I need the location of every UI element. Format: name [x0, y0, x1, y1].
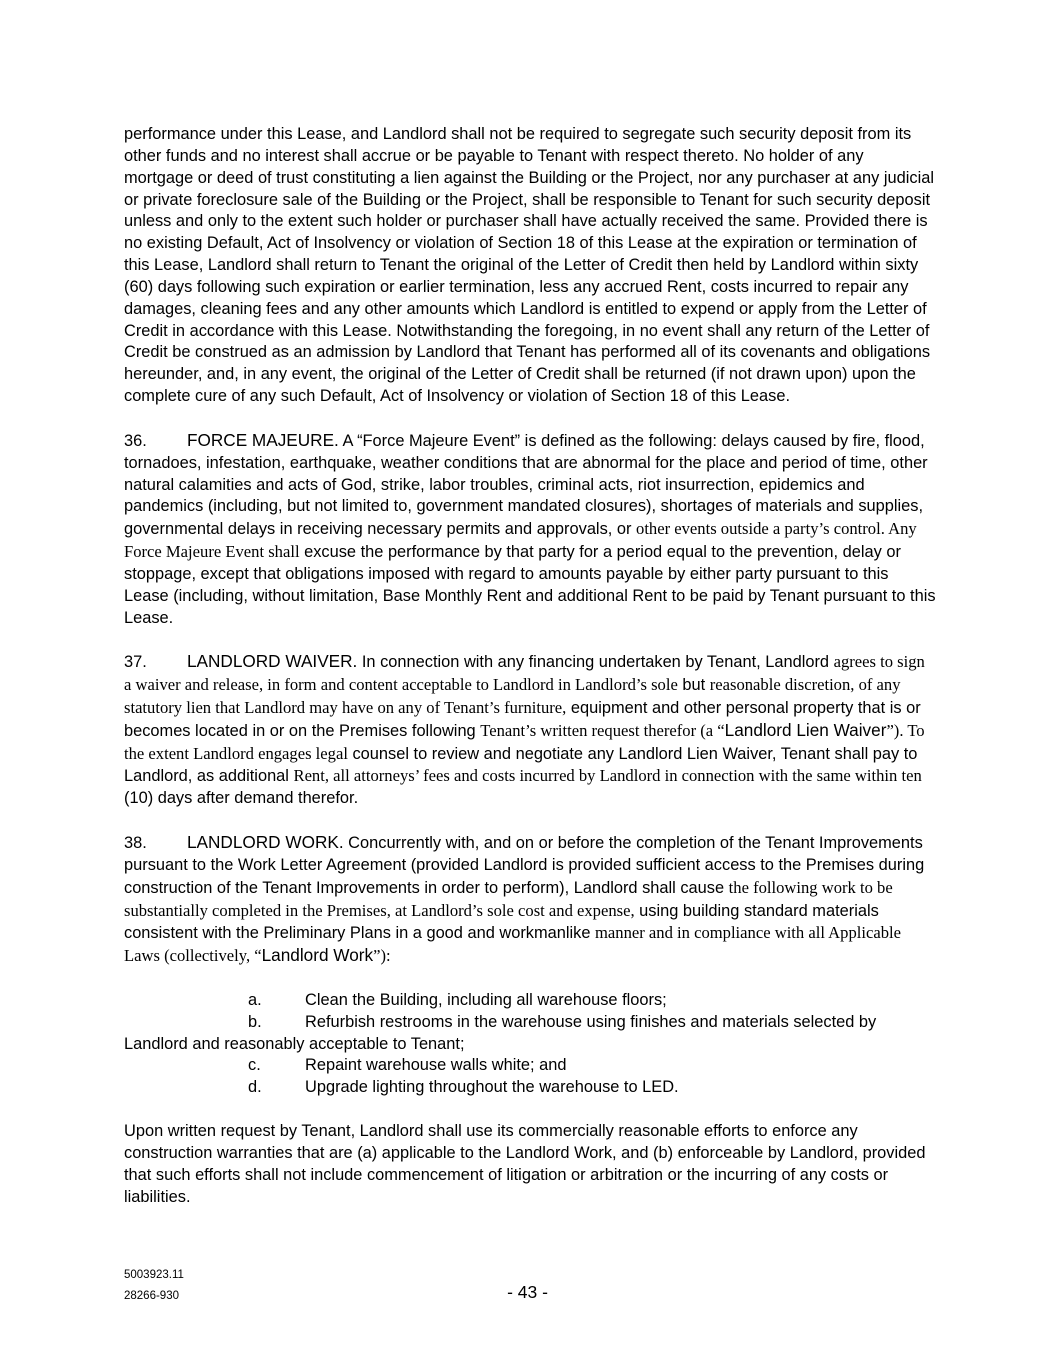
landlord-work-list — [124, 990, 936, 1099]
document-body — [124, 124, 936, 1230]
section-text: counsel to review and negotiate any Landlord Lien Waiver, Tenant shall pay to Landlord, as additional — [124, 744, 918, 786]
section-text-serif: Rent, all attorneys’ fees and costs incurred by Landlord in connection with the same within ten — [293, 766, 922, 786]
section-heading: LANDLORD WAIVER. — [187, 651, 358, 672]
section-text: but — [677, 676, 710, 695]
section-text: excuse the performance by that party for a period equal to the prevention, delay or stoppage, except that obligations imposed with regard to amounts payable by either party pursuant to this Lease (including, without limitation, Base Monthly Rent and additional Rent to be paid by Tenant pursuant to this Lease. — [124, 543, 936, 627]
section-text-serif: other events outside a party’s control. Any Force Majeure Event shall — [124, 519, 917, 562]
section-number: 38. — [124, 834, 147, 852]
section-text-serif: ”). To the extent Landlord engages legal — [124, 720, 925, 763]
list-item — [124, 990, 936, 1012]
defined-term: Landlord Work — [261, 945, 374, 966]
list-item-continuation: Landlord and reasonably acceptable to Tenant; — [124, 1034, 465, 1053]
section-text-serif: the following work to be substantially completed in the Premises, at Landlord’s sole cost and expense, — [124, 877, 893, 920]
section-heading: LANDLORD WORK. — [187, 832, 344, 852]
footer-matter-id: 28266-930 — [124, 1290, 179, 1302]
section-text: In connection with any financing undertaken by Tenant, Landlord — [357, 653, 834, 672]
defined-term: Landlord Lien Waiver — [724, 719, 887, 740]
section-text: (10) days after demand therefor. — [124, 789, 359, 808]
section-text-serif: reasonable discretion, of any statutory lien that Landlord may have on any of Tenant’s furniture, — [124, 675, 901, 717]
list-letter: b. — [248, 1012, 262, 1031]
section-text-serif: agrees to sign a waiver and release, in form and content acceptable to Landlord in Landlord’s sole — [124, 652, 925, 695]
list-text: Refurbish restrooms in the warehouse using finishes and materials selected by — [305, 1012, 877, 1031]
closing-paragraph: Upon written request by Tenant, Landlord shall use its commercially reasonable efforts to enforce any construction warranties that are (a) applicable to the Landlord Work, and (b) enforceable by Landlord, provided that such efforts shall not include commencement of litigation or arbitration or the incurring of any costs or liabilities. — [124, 1121, 926, 1206]
section-text: using building standard materials consistent with the Preliminary Plans in a good and workmanlike — [124, 901, 879, 943]
section-37-landlord-waiver — [124, 651, 936, 810]
section-text: A “Force Majeure Event” is defined as the following: delays caused by fire, flood, tornadoes, infestation, earthquake, weather conditions that are abnormal for the place and period of time, other natural calamities and acts of God, strike, labor troubles, criminal acts, riot insurrection, epidemics and pandemics (including, but not limited to, government mandated closures), shortages of materials and supplies, governmental delays in receiving necessary permits and approvals, or — [124, 431, 928, 539]
list-letter: c. — [248, 1056, 261, 1075]
section-text: Concurrently with, and on or before the completion of the Tenant Improvements pursuant to the Work Letter Agreement (provided Landlord is provided sufficient access to the Premises during construction of the Tenant Improvements in order to perform), Landlord shall cause — [124, 834, 925, 897]
section-text-serif: ”): — [373, 946, 391, 966]
list-letter: a. — [248, 990, 262, 1009]
list-item — [124, 1012, 936, 1034]
list-text: Repaint warehouse walls white; and — [305, 1056, 567, 1075]
section-text-serif: Tenant’s written request therefor (a “ — [480, 720, 725, 740]
section-38-landlord-work — [124, 832, 936, 968]
list-letter: d. — [248, 1078, 262, 1097]
list-item — [124, 1077, 936, 1099]
footer-doc-id: 5003923.11 — [124, 1269, 184, 1281]
section-text: equipment and other personal property that is or becomes located in or on the Premises following — [124, 698, 921, 740]
paragraph-35-continuation: performance under this Lease, and Landlord shall not be required to segregate such security deposit from its other funds and no interest shall accrue or be payable to Tenant with respect thereto. No holder of any mortgage or deed of trust constituting a lien against the Building or the Project, nor any purchaser at any judicial or private foreclosure sale of the Building or the Project, shall be responsible to Tenant for such security deposit unless and only to the extent such holder or purchaser shall have actually received the same. Provided there is no existing Default, Act of Insolvency or violation of Section 18 of this Lease at the expiration or termination of this Lease, Landlord shall return to Tenant the original of the Letter of Credit then held by Landlord within sixty (60) days following such expiration or earlier termination, less any accrued Rent, costs incurred to repair any damages, cleaning fees and any other amounts which Landlord is entitled to expend or apply from the Letter of Credit in accordance with this Lease. Notwithstanding the foregoing, in no event shall any return of the Letter of Credit be construed as an admission by Landlord that Tenant has performed all of its covenants and obligations hereunder, and, in any event, the original of the Letter of Credit shall be returned (if not drawn upon) upon the complete cure of any such Default, Act of Insolvency or violation of Section 18 of this Lease. — [124, 125, 934, 406]
section-text-serif: manner and in compliance with all Applicable Laws (collectively, “ — [124, 923, 901, 966]
page-number: - 43 - — [507, 1282, 548, 1302]
list-text: Clean the Building, including all warehouse floors; — [305, 990, 667, 1009]
section-number: 37. — [124, 653, 147, 672]
section-number: 36. — [124, 431, 147, 450]
section-36-force-majeure — [124, 430, 936, 630]
list-text: Upgrade lighting throughout the warehouse to LED. — [305, 1078, 679, 1097]
section-heading: FORCE MAJEURE. — [187, 429, 339, 450]
list-item — [124, 1055, 936, 1077]
